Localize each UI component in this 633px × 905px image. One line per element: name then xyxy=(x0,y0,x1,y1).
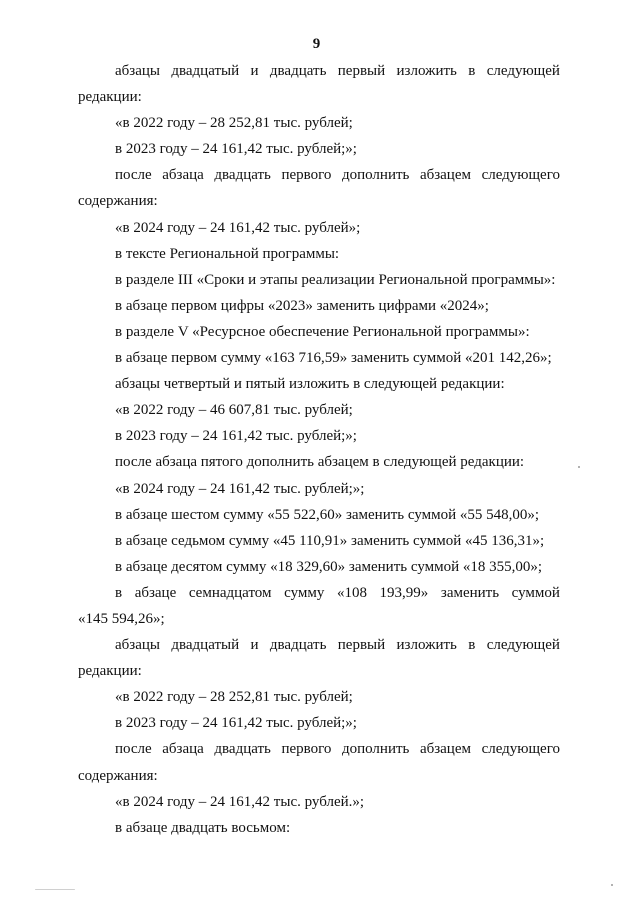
text-word: суммой xyxy=(511,584,560,601)
text-line: в 2023 году – 24 161,42 тыс. рублей;»; xyxy=(115,428,357,445)
text-word: первого xyxy=(281,741,332,758)
text-line: редакции: xyxy=(78,89,142,106)
text-line: в абзаце десятом сумму «18 329,60» заменить суммой «18 355,00»; xyxy=(115,558,543,575)
text-line xyxy=(78,580,560,606)
text-word: в xyxy=(468,63,476,79)
text-line: «в 2024 году – 24 161,42 тыс. рублей»; xyxy=(115,219,361,236)
text-word: абзаца xyxy=(162,741,204,758)
text-line: в абзаце первом цифры «2023» заменить цифрами «2024»; xyxy=(115,297,489,314)
text-word: двадцать xyxy=(214,167,271,184)
text-line: «в 2024 году – 24 161,42 тыс. рублей.»; xyxy=(115,793,365,810)
text-word: двадцатый xyxy=(171,63,240,79)
text-line: «в 2024 году – 24 161,42 тыс. рублей;»; xyxy=(115,480,365,497)
scan-speck xyxy=(611,884,613,886)
text-word: следующего xyxy=(481,167,560,184)
text-line: после абзаца пятого дополнить абзацем в следующей редакции: xyxy=(115,454,525,471)
scan-speck xyxy=(578,466,580,468)
document-body xyxy=(78,58,560,841)
scan-speck xyxy=(35,889,75,890)
text-line: в 2023 году – 24 161,42 тыс. рублей;»; xyxy=(115,141,357,158)
text-line: в абзаце первом сумму «163 716,59» заменить суммой «201 142,26»; xyxy=(115,350,552,367)
page-number: 9 xyxy=(312,36,321,52)
text-line xyxy=(78,632,560,658)
text-line: в абзаце двадцать восьмом: xyxy=(115,819,291,836)
text-line: «в 2022 году – 46 607,81 тыс. рублей; xyxy=(115,402,353,419)
text-word: заменить xyxy=(440,584,500,601)
text-word: двадцатый xyxy=(171,637,240,654)
text-word: первый xyxy=(337,637,386,654)
text-line: абзацы четвертый и пятый изложить в следующей редакции: xyxy=(115,376,505,393)
text-line: «в 2022 году – 28 252,81 тыс. рублей; xyxy=(115,115,353,132)
text-word: двадцать xyxy=(214,741,271,758)
text-line: в абзаце шестом сумму «55 522,60» заменить суммой «55 548,00»; xyxy=(115,506,540,523)
text-line xyxy=(78,736,560,762)
text-word: в xyxy=(115,584,123,601)
text-word: изложить xyxy=(396,637,457,654)
text-word: «108 xyxy=(336,584,367,601)
text-line: содержания: xyxy=(78,193,158,210)
text-line: содержания: xyxy=(78,767,158,784)
text-word: следующего xyxy=(481,741,560,758)
text-word: двадцать xyxy=(269,637,327,654)
text-line: в 2023 году – 24 161,42 тыс. рублей;»; xyxy=(115,715,357,732)
text-word: абзаца xyxy=(162,167,204,184)
text-line: в разделе V «Ресурсное обеспечение Региональной программы»: xyxy=(115,323,530,340)
text-line: в абзаце седьмом сумму «45 110,91» заменить суммой «45 136,31»; xyxy=(115,532,545,549)
text-word: следующей xyxy=(486,63,560,79)
text-word: абзацем xyxy=(419,741,471,758)
text-line: в разделе III «Сроки и этапы реализации Региональной программы»: xyxy=(115,271,556,288)
text-word: абзацем xyxy=(419,167,471,184)
text-word: следующей xyxy=(486,637,560,654)
text-line: редакции: xyxy=(78,663,142,680)
text-word: 193,99» xyxy=(379,584,429,601)
text-word: двадцать xyxy=(269,63,327,79)
text-word: в xyxy=(468,637,476,654)
text-word: первый xyxy=(337,63,386,79)
text-word: после xyxy=(115,167,152,184)
text-word: изложить xyxy=(396,63,457,79)
text-word: дополнить xyxy=(341,167,410,184)
text-line: «в 2022 году – 28 252,81 тыс. рублей; xyxy=(115,689,353,706)
text-word: первого xyxy=(281,167,332,184)
text-line: в тексте Региональной программы: xyxy=(115,245,340,262)
text-word: и xyxy=(250,63,259,79)
text-word: абзацы xyxy=(115,63,160,79)
text-line xyxy=(78,58,560,84)
text-word: абзацы xyxy=(115,637,160,654)
text-word: после xyxy=(115,741,152,758)
text-word: дополнить xyxy=(341,741,410,758)
text-word: семнадцатом xyxy=(188,584,272,601)
text-word: абзаце xyxy=(134,584,177,601)
text-line: «145 594,26»; xyxy=(78,610,165,627)
text-word: и xyxy=(250,637,259,654)
text-word: сумму xyxy=(284,584,325,601)
text-line xyxy=(78,162,560,188)
